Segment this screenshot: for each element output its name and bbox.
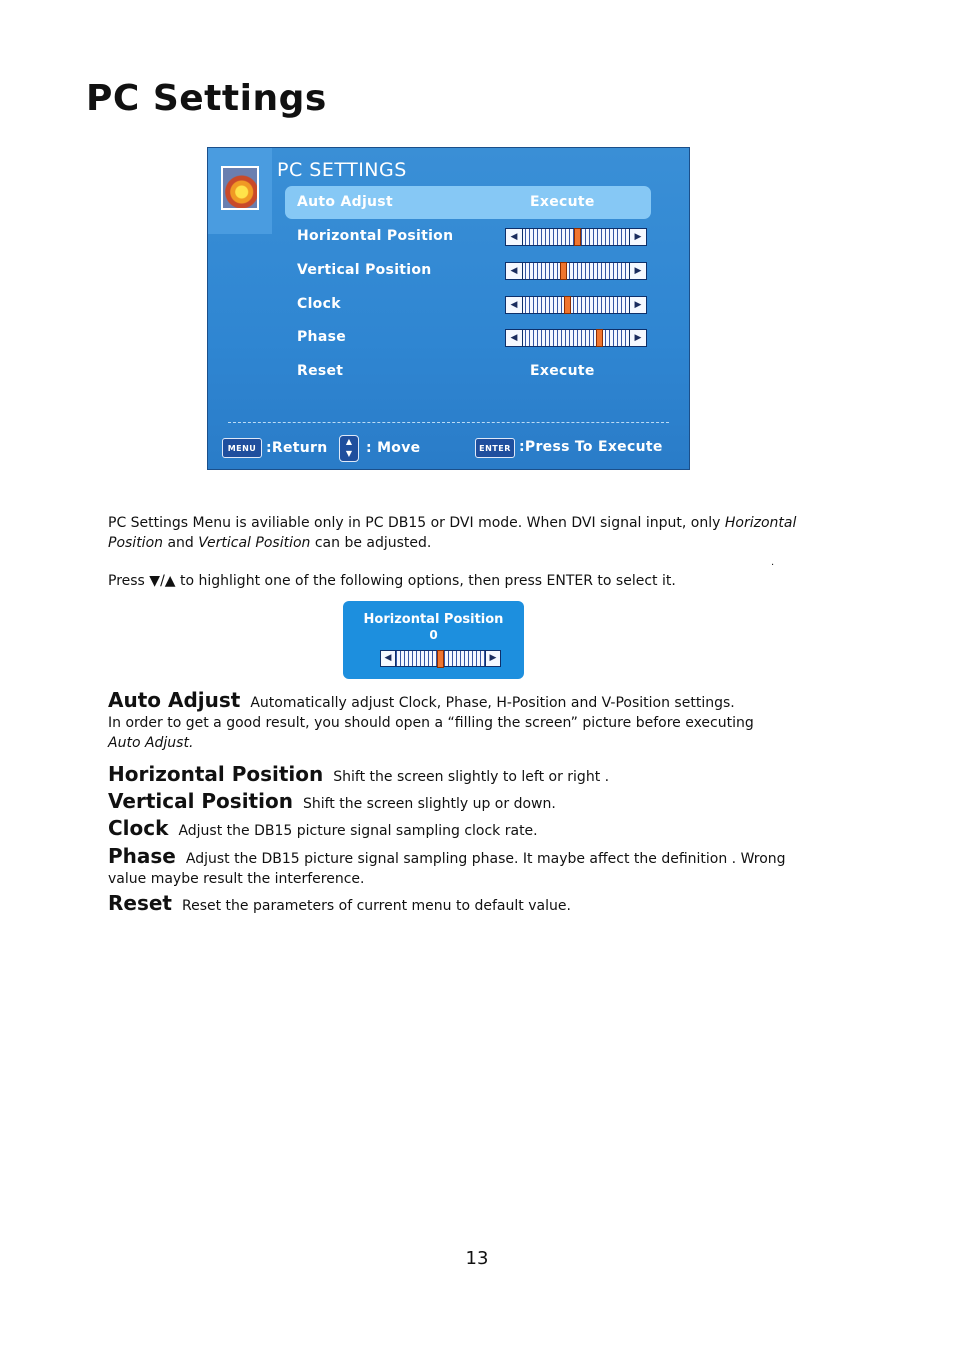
- arrow-right-icon[interactable]: ▶: [485, 651, 500, 666]
- desc-text: Automatically adjust Clock, Phase, H-Position and V-Position settings.: [250, 695, 735, 711]
- desc-text: Reset the parameters of current menu to default value.: [182, 898, 571, 914]
- menu-button[interactable]: MENU: [222, 438, 262, 458]
- press-instruction: Press ▼/▲ to highlight one of the following options, then press ENTER to select it.: [108, 573, 676, 589]
- execute-hint: :Press To Execute: [519, 439, 663, 455]
- desc-vertical-position: [108, 791, 556, 814]
- desc-auto-adjust: [108, 690, 754, 753]
- up-down-arrows-icon: ▲ ▼: [339, 435, 359, 462]
- desc-text: value maybe result the interference.: [108, 871, 365, 887]
- popup-title: Horizontal Position: [363, 612, 504, 627]
- menu-item-value: Execute: [530, 363, 595, 379]
- desc-heading: Reset: [108, 891, 172, 915]
- menu-item-label: Reset: [297, 363, 344, 379]
- desc-text: Shift the screen slightly up or down.: [302, 796, 556, 812]
- desc-heading: Clock: [108, 816, 169, 840]
- intro-text-italic: Position: [108, 535, 164, 551]
- menu-item-auto-adjust[interactable]: [285, 186, 651, 219]
- enter-button[interactable]: ENTER: [475, 438, 515, 458]
- intro-text: PC Settings Menu is aviliable only in PC DB15 or DVI mode. When DVI signal input, only: [108, 515, 725, 531]
- osd-title: PC SETTINGS: [277, 159, 407, 181]
- flower-icon: [221, 166, 259, 210]
- pc-settings-osd-menu: [207, 147, 690, 470]
- return-hint: :Return: [266, 440, 328, 456]
- slider-knob[interactable]: [437, 650, 444, 668]
- intro-text-italic: Horizontal: [724, 515, 797, 531]
- menu-item-label: Auto Adjust: [297, 194, 393, 210]
- intro-text-italic: Vertical Position: [198, 535, 311, 551]
- horizontal-position-slider[interactable]: [505, 228, 647, 246]
- vertical-position-slider[interactable]: [505, 262, 647, 280]
- desc-heading: Vertical Position: [108, 789, 293, 813]
- arrow-left-icon[interactable]: ◀: [506, 229, 523, 245]
- arrow-left-icon[interactable]: ◀: [381, 651, 396, 666]
- arrow-right-icon[interactable]: ▶: [629, 297, 646, 313]
- arrow-left-icon[interactable]: ◀: [506, 263, 523, 279]
- desc-text: Shift the screen slightly to left or right .: [333, 769, 610, 785]
- desc-text: Adjust the DB15 picture signal sampling clock rate.: [178, 823, 538, 839]
- desc-horizontal-position: [108, 764, 609, 787]
- desc-heading: Horizontal Position: [108, 762, 324, 786]
- arrow-left-icon[interactable]: ◀: [506, 330, 523, 346]
- popup-value: 0: [429, 628, 438, 642]
- arrow-right-icon[interactable]: ▶: [629, 263, 646, 279]
- intro-text: and: [163, 535, 199, 551]
- menu-item-value: Execute: [530, 194, 595, 210]
- slider-knob[interactable]: [560, 262, 567, 280]
- desc-text-italic: Auto Adjust.: [108, 735, 194, 751]
- menu-item-vertical-position[interactable]: [285, 254, 651, 287]
- phase-slider[interactable]: [505, 329, 647, 347]
- desc-clock: [108, 818, 538, 841]
- slider-knob[interactable]: [574, 228, 581, 246]
- desc-heading: Phase: [108, 844, 176, 868]
- menu-item-horizontal-position[interactable]: [285, 220, 651, 253]
- osd-side-panel: [208, 148, 272, 234]
- arrow-right-icon[interactable]: ▶: [629, 330, 646, 346]
- page-number: 13: [465, 1248, 489, 1269]
- arrow-right-icon[interactable]: ▶: [629, 229, 646, 245]
- slider-knob[interactable]: [596, 329, 603, 347]
- desc-text: In order to get a good result, you should open a “filling the screen” picture before executing: [108, 715, 754, 731]
- menu-item-label: Vertical Position: [297, 262, 432, 278]
- popup-slider[interactable]: [380, 650, 501, 667]
- slider-knob[interactable]: [564, 296, 571, 314]
- menu-item-label: Phase: [297, 329, 347, 345]
- intro-text: can be adjusted.: [310, 535, 432, 551]
- stray-dot: .: [771, 557, 775, 568]
- desc-text: Adjust the DB15 picture signal sampling phase. It maybe affect the definition . Wrong: [185, 851, 786, 867]
- menu-item-label: Horizontal Position: [297, 228, 454, 244]
- osd-divider: [228, 422, 669, 423]
- clock-slider[interactable]: [505, 296, 647, 314]
- page-title: PC Settings: [86, 78, 327, 119]
- intro-paragraph: [108, 513, 796, 553]
- horizontal-position-popup: [343, 601, 524, 679]
- desc-heading: Auto Adjust: [108, 688, 241, 712]
- menu-item-clock[interactable]: [285, 288, 651, 321]
- desc-reset: [108, 893, 571, 916]
- arrow-left-icon[interactable]: ◀: [506, 297, 523, 313]
- menu-item-reset[interactable]: [285, 355, 651, 388]
- move-hint: : Move: [366, 440, 421, 456]
- menu-item-phase[interactable]: [285, 321, 651, 354]
- menu-item-label: Clock: [297, 296, 341, 312]
- desc-phase: [108, 846, 786, 889]
